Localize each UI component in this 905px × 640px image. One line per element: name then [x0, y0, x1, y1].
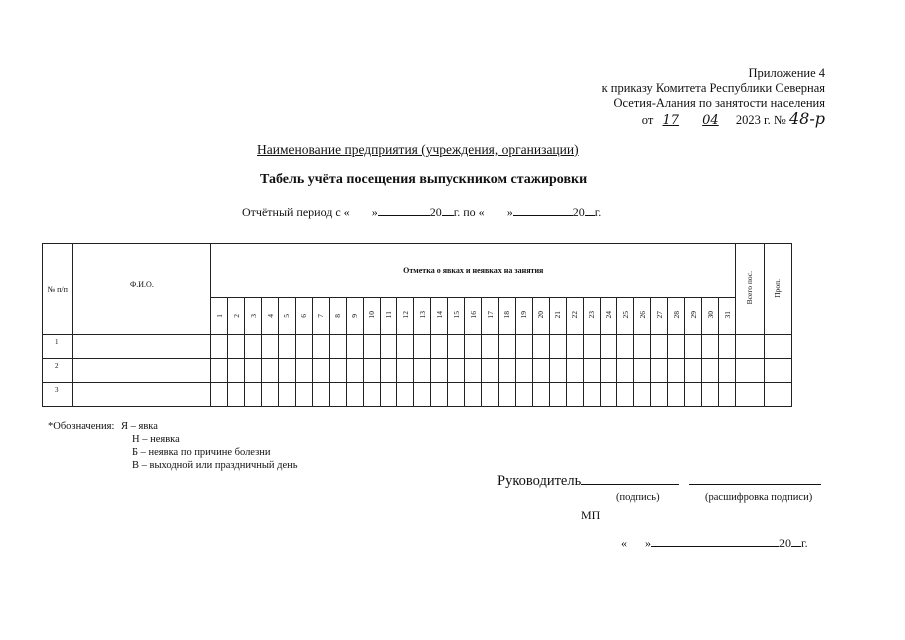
legend-header: *Обозначения:: [48, 421, 115, 432]
day-number: 9: [350, 314, 360, 318]
attendance-cell[interactable]: [380, 383, 397, 407]
fio-cell[interactable]: [73, 383, 211, 407]
signature-date-suffix: г.: [801, 536, 808, 550]
day-header-cell: [651, 298, 668, 335]
period-suffix: г.: [594, 205, 602, 219]
attendance-cell[interactable]: [312, 383, 329, 407]
attendance-cell[interactable]: [532, 359, 549, 383]
attendance-cell[interactable]: [482, 359, 499, 383]
attendance-cell[interactable]: [651, 383, 668, 407]
signature-head-label: Руководитель: [497, 473, 582, 489]
day-number: 24: [603, 311, 613, 319]
appendix-date-day: 17: [662, 113, 680, 128]
day-number: 13: [417, 311, 427, 319]
attendance-cell[interactable]: [295, 359, 312, 383]
attendance-cell[interactable]: [736, 335, 764, 359]
attendance-cell[interactable]: [329, 359, 346, 383]
attendance-cell[interactable]: [312, 359, 329, 383]
header-missed: [764, 244, 791, 335]
attendance-cell[interactable]: [515, 383, 532, 407]
day-number: 22: [570, 311, 580, 319]
legend-item: Н – неявка: [132, 434, 180, 445]
attendance-cell[interactable]: [465, 383, 482, 407]
day-number: 16: [468, 311, 478, 319]
day-number: 15: [451, 311, 461, 319]
header-fio: Ф.И.О.: [73, 244, 211, 335]
attendance-cell[interactable]: [414, 383, 431, 407]
attendance-cell[interactable]: [764, 359, 791, 383]
attendance-cell[interactable]: [617, 383, 634, 407]
attendance-cell[interactable]: [312, 335, 329, 359]
day-number: 18: [502, 311, 512, 319]
day-header-cell: [329, 298, 346, 335]
attendance-cell[interactable]: [211, 359, 228, 383]
attendance-cell[interactable]: [295, 383, 312, 407]
attendance-cell[interactable]: [414, 335, 431, 359]
attendance-cell[interactable]: [600, 383, 617, 407]
legend-item: Б – неявка по причине болезни: [132, 447, 271, 458]
attendance-cell[interactable]: [634, 335, 651, 359]
attendance-cell[interactable]: [736, 359, 764, 383]
period-year-2: 20: [572, 205, 585, 219]
day-header-cell: [634, 298, 651, 335]
day-number: 21: [553, 311, 563, 319]
table-row: [43, 359, 792, 383]
appendix-line-3: Осетия-Алания по занятости населения: [613, 96, 825, 110]
attendance-cell[interactable]: [346, 383, 363, 407]
attendance-cell[interactable]: [685, 383, 702, 407]
attendance-cell[interactable]: [651, 359, 668, 383]
attendance-cell[interactable]: [634, 359, 651, 383]
attendance-cell[interactable]: [736, 383, 764, 407]
header-total: [736, 244, 764, 335]
attendance-cell[interactable]: [262, 383, 279, 407]
day-header-cell: [566, 298, 583, 335]
attendance-cell[interactable]: [515, 359, 532, 383]
attendance-cell[interactable]: [617, 335, 634, 359]
attendance-cell[interactable]: [668, 359, 685, 383]
day-number: 23: [587, 311, 597, 319]
period-quote-2: »: [506, 205, 513, 219]
attendance-cell[interactable]: [380, 359, 397, 383]
attendance-cell[interactable]: [718, 383, 735, 407]
day-header-cell: [346, 298, 363, 335]
appendix-order-number: 48-р: [788, 109, 825, 128]
day-header-cell: [465, 298, 482, 335]
attendance-cell[interactable]: [228, 359, 245, 383]
attendance-cell[interactable]: [346, 359, 363, 383]
attendance-cell[interactable]: [685, 359, 702, 383]
attendance-cell[interactable]: [583, 359, 600, 383]
attendance-cell[interactable]: [702, 383, 719, 407]
day-header-cell: [279, 298, 296, 335]
attendance-cell[interactable]: [515, 335, 532, 359]
day-number: 25: [620, 311, 630, 319]
attendance-cell[interactable]: [583, 383, 600, 407]
attendance-cell[interactable]: [228, 383, 245, 407]
day-number: 11: [384, 311, 393, 319]
appendix-block: [602, 66, 825, 128]
day-header-cell: [499, 298, 516, 335]
attendance-cell[interactable]: [397, 359, 414, 383]
day-number: 31: [722, 311, 732, 319]
attendance-cell[interactable]: [414, 359, 431, 383]
attendance-cell[interactable]: [685, 335, 702, 359]
attendance-cell[interactable]: [764, 383, 791, 407]
day-header-cell: [718, 298, 735, 335]
day-number: 4: [265, 314, 275, 318]
attendance-cell[interactable]: [566, 383, 583, 407]
attendance-cell[interactable]: [279, 359, 296, 383]
table-row: [43, 335, 792, 359]
day-header-cell: [312, 298, 329, 335]
day-header-cell: [380, 298, 397, 335]
attendance-cell[interactable]: [651, 335, 668, 359]
attendance-cell[interactable]: [600, 335, 617, 359]
day-header-cell: [515, 298, 532, 335]
day-header-cell: [549, 298, 566, 335]
day-header-cell: [617, 298, 634, 335]
appendix-date-prefix: от: [641, 113, 654, 127]
attendance-cell[interactable]: [346, 335, 363, 359]
day-header-cell: [482, 298, 499, 335]
day-header-cell: [448, 298, 465, 335]
day-header-cell: [702, 298, 719, 335]
period-quote-1: »: [371, 205, 378, 219]
day-number: 5: [282, 314, 292, 318]
attendance-cell[interactable]: [668, 335, 685, 359]
signature-date: [621, 534, 808, 551]
attendance-cell[interactable]: [397, 335, 414, 359]
signature-decode-caption: (расшифровка подписи): [705, 492, 813, 503]
period-year-1: 20: [429, 205, 442, 219]
row-number: 2: [43, 359, 73, 383]
attendance-cell[interactable]: [448, 383, 465, 407]
row-number: 1: [43, 335, 73, 359]
table-body: [43, 335, 792, 407]
attendance-cell[interactable]: [448, 359, 465, 383]
period-mid: г. по «: [453, 205, 485, 219]
attendance-cell[interactable]: [702, 335, 719, 359]
attendance-cell[interactable]: [431, 383, 448, 407]
day-number: 1: [214, 314, 224, 318]
attendance-cell[interactable]: [532, 335, 549, 359]
attendance-cell[interactable]: [718, 359, 735, 383]
attendance-cell[interactable]: [482, 383, 499, 407]
day-header-cell: [414, 298, 431, 335]
attendance-cell[interactable]: [329, 335, 346, 359]
day-header-cell: [583, 298, 600, 335]
day-header-cell: [245, 298, 262, 335]
day-header-cell: [363, 298, 380, 335]
legend-item: В – выходной или праздничный день: [132, 460, 298, 471]
attendance-cell[interactable]: [329, 383, 346, 407]
header-attendance: Отметка о явках и неявках на занятия: [211, 244, 736, 298]
attendance-cell[interactable]: [702, 359, 719, 383]
reporting-period: [242, 203, 601, 220]
attendance-cell[interactable]: [448, 335, 465, 359]
legend: [48, 420, 158, 433]
attendance-cell[interactable]: [532, 383, 549, 407]
appendix-date-year: 2023 г. №: [735, 113, 786, 127]
attendance-cell[interactable]: [617, 359, 634, 383]
day-number: 3: [248, 314, 258, 318]
row-number: 3: [43, 383, 73, 407]
day-number: 7: [316, 314, 326, 318]
attendance-cell[interactable]: [245, 359, 262, 383]
attendance-cell[interactable]: [363, 335, 380, 359]
day-header-cell: [211, 298, 228, 335]
day-number: 30: [705, 311, 715, 319]
attendance-cell[interactable]: [465, 359, 482, 383]
attendance-cell[interactable]: [566, 359, 583, 383]
attendance-cell[interactable]: [718, 335, 735, 359]
attendance-cell[interactable]: [211, 383, 228, 407]
attendance-cell[interactable]: [245, 335, 262, 359]
attendance-cell[interactable]: [295, 335, 312, 359]
day-number: 28: [671, 311, 681, 319]
attendance-cell[interactable]: [583, 335, 600, 359]
attendance-cell[interactable]: [431, 335, 448, 359]
appendix-date-line: [602, 111, 825, 128]
attendance-cell[interactable]: [549, 383, 566, 407]
appendix-date-month: 04: [702, 113, 719, 128]
day-number: 2: [231, 314, 241, 318]
day-number: 10: [367, 311, 377, 319]
legend-item: Я – явка: [120, 421, 158, 432]
header-missed-label: Проп.: [773, 278, 783, 298]
day-header-cell: [397, 298, 414, 335]
fio-cell[interactable]: [73, 335, 211, 359]
attendance-cell[interactable]: [228, 335, 245, 359]
page-title: Табель учёта посещения выпускником стажировки: [260, 172, 588, 187]
attendance-cell[interactable]: [668, 383, 685, 407]
attendance-table: [42, 243, 792, 407]
day-header-cell: [431, 298, 448, 335]
attendance-cell[interactable]: [211, 335, 228, 359]
attendance-cell[interactable]: [499, 383, 516, 407]
day-number: 17: [485, 311, 495, 319]
attendance-cell[interactable]: [262, 335, 279, 359]
attendance-cell[interactable]: [363, 359, 380, 383]
attendance-cell[interactable]: [600, 359, 617, 383]
day-header-cell: [228, 298, 245, 335]
fio-cell[interactable]: [73, 359, 211, 383]
attendance-cell[interactable]: [431, 359, 448, 383]
attendance-cell[interactable]: [566, 335, 583, 359]
attendance-cell[interactable]: [363, 383, 380, 407]
day-header-cell: [532, 298, 549, 335]
day-header-cell: [685, 298, 702, 335]
attendance-cell[interactable]: [549, 335, 566, 359]
attendance-cell[interactable]: [465, 335, 482, 359]
day-header-cell: [600, 298, 617, 335]
signature-date-open: «: [621, 536, 627, 550]
day-number: 19: [519, 311, 529, 319]
day-header-cell: [262, 298, 279, 335]
signature-date-year: 20: [779, 536, 791, 550]
stamp-label: МП: [581, 508, 601, 522]
appendix-line-2: к приказу Комитета Республики Северная: [601, 81, 825, 95]
header-number: № п/п: [43, 244, 73, 335]
attendance-cell[interactable]: [397, 383, 414, 407]
signature-date-close: »: [645, 536, 651, 550]
day-header-cell: [668, 298, 685, 335]
signature-sign-caption: (подпись): [616, 492, 660, 503]
header-total-label: Всего пос.: [745, 271, 755, 305]
appendix-line-1: Приложение 4: [748, 66, 825, 80]
attendance-cell[interactable]: [262, 359, 279, 383]
day-number: 27: [654, 311, 664, 319]
attendance-cell[interactable]: [380, 335, 397, 359]
attendance-cell[interactable]: [764, 335, 791, 359]
day-number: 6: [299, 314, 309, 318]
day-number: 20: [536, 311, 546, 319]
attendance-cell[interactable]: [499, 335, 516, 359]
attendance-cell[interactable]: [499, 359, 516, 383]
day-number: 29: [688, 311, 698, 319]
attendance-cell[interactable]: [634, 383, 651, 407]
period-prefix: Отчётный период с «: [242, 205, 350, 219]
attendance-cell[interactable]: [279, 335, 296, 359]
attendance-cell[interactable]: [482, 335, 499, 359]
day-number: 12: [400, 311, 410, 319]
day-number: 14: [434, 311, 444, 319]
attendance-cell[interactable]: [279, 383, 296, 407]
signature-line: [497, 472, 821, 490]
attendance-cell[interactable]: [549, 359, 566, 383]
day-header-cell: [295, 298, 312, 335]
org-name-heading: Наименование предприятия (учреждения, организации): [257, 142, 579, 157]
attendance-cell[interactable]: [245, 383, 262, 407]
table-row: [43, 383, 792, 407]
day-number: 26: [637, 311, 647, 319]
day-number: 8: [333, 314, 343, 318]
